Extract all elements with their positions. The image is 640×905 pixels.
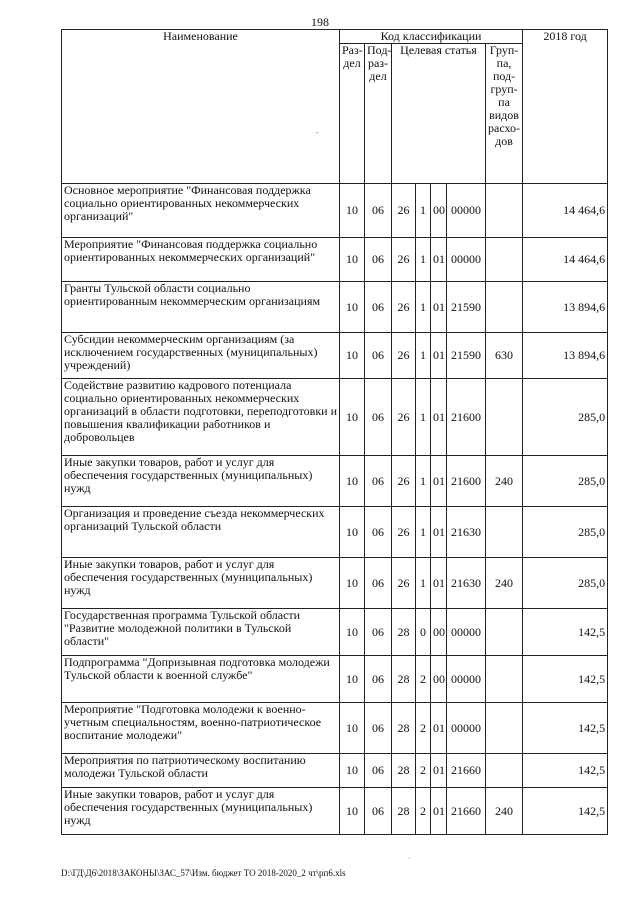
target-subprogram-cell: 1 — [416, 507, 431, 558]
expense-group-cell: 240 — [486, 456, 523, 507]
target-subprogram-cell: 2 — [416, 788, 431, 835]
row-name: Мероприятие "Финансовая поддержка социально ориентированных некоммерческих организаций" — [62, 238, 340, 282]
amount-cell: 142,5 — [523, 703, 608, 754]
target-direction-cell: 00000 — [447, 609, 486, 656]
row-name: Мероприятие "Подготовка молодежи к военно-учетным специальностям, военно-патриотическое воспитание молодежи" — [62, 703, 340, 754]
target-program-cell: 26 — [392, 558, 416, 609]
podrazdel-cell: 06 — [365, 507, 392, 558]
amount-cell: 142,5 — [523, 754, 608, 788]
target-program-cell: 28 — [392, 754, 416, 788]
podrazdel-cell: 06 — [365, 703, 392, 754]
target-program-cell: 28 — [392, 788, 416, 835]
expense-group-cell — [486, 379, 523, 456]
table-row — [62, 656, 608, 703]
amount-cell: 13 894,6 — [523, 282, 608, 333]
razdel-cell: 10 — [340, 238, 365, 282]
target-program-cell: 28 — [392, 703, 416, 754]
expense-group-cell: 630 — [486, 333, 523, 379]
target-event-cell: 01 — [431, 558, 447, 609]
target-subprogram-cell: 0 — [416, 609, 431, 656]
expense-group-cell — [486, 656, 523, 703]
amount-cell: 142,5 — [523, 788, 608, 835]
row-name: Подпрограмма "Допризывная подготовка молодежи Тульской области к военной службе" — [62, 656, 340, 703]
podrazdel-cell: 06 — [365, 379, 392, 456]
target-program-cell: 26 — [392, 507, 416, 558]
expense-group-cell — [486, 282, 523, 333]
target-event-cell: 01 — [431, 333, 447, 379]
expense-group-cell: 240 — [486, 558, 523, 609]
column-header-podrazdel: Под-раз-дел — [365, 44, 392, 184]
razdel-cell: 10 — [340, 656, 365, 703]
table-row — [62, 333, 608, 379]
razdel-cell: 10 — [340, 609, 365, 656]
expense-group-cell — [486, 184, 523, 238]
razdel-cell: 10 — [340, 558, 365, 609]
column-header-group: Груп-па, под-груп-па видов расхо-дов — [486, 44, 523, 184]
target-subprogram-cell: 1 — [416, 456, 431, 507]
target-event-cell: 00 — [431, 184, 447, 238]
target-subprogram-cell: 1 — [416, 238, 431, 282]
target-event-cell: 00 — [431, 609, 447, 656]
razdel-cell: 10 — [340, 379, 365, 456]
amount-cell: 14 464,6 — [523, 184, 608, 238]
budget-table — [61, 29, 608, 835]
target-program-cell: 26 — [392, 184, 416, 238]
amount-cell: 285,0 — [523, 456, 608, 507]
target-program-cell: 28 — [392, 656, 416, 703]
razdel-cell: 10 — [340, 507, 365, 558]
podrazdel-cell: 06 — [365, 609, 392, 656]
target-direction-cell: 21660 — [447, 754, 486, 788]
target-event-cell: 01 — [431, 456, 447, 507]
target-event-cell: 01 — [431, 282, 447, 333]
podrazdel-cell: 06 — [365, 282, 392, 333]
amount-cell: 142,5 — [523, 609, 608, 656]
podrazdel-cell: 06 — [365, 184, 392, 238]
amount-cell: 13 894,6 — [523, 333, 608, 379]
amount-cell: 285,0 — [523, 379, 608, 456]
target-event-cell: 01 — [431, 788, 447, 835]
column-header-classification: Код классификации — [340, 30, 523, 44]
target-direction-cell: 21630 — [447, 507, 486, 558]
table-row — [62, 282, 608, 333]
table-row — [62, 238, 608, 282]
expense-group-cell — [486, 238, 523, 282]
target-direction-cell: 00000 — [447, 238, 486, 282]
podrazdel-cell: 06 — [365, 558, 392, 609]
table-row — [62, 703, 608, 754]
row-name: Иные закупки товаров, работ и услуг для обеспечения государственных (муниципальных) нужд — [62, 558, 340, 609]
target-subprogram-cell: 1 — [416, 379, 431, 456]
target-subprogram-cell: 1 — [416, 333, 431, 379]
expense-group-cell — [486, 507, 523, 558]
column-header-target: Целевая статья — [392, 44, 486, 184]
target-subprogram-cell: 2 — [416, 656, 431, 703]
podrazdel-cell: 06 — [365, 754, 392, 788]
razdel-cell: 10 — [340, 754, 365, 788]
target-event-cell: 01 — [431, 238, 447, 282]
table-row — [62, 507, 608, 558]
razdel-cell: 10 — [340, 184, 365, 238]
row-name: Основное мероприятие "Финансовая поддержка социально ориентированных некоммерческих организаций" — [62, 184, 340, 238]
expense-group-cell: 240 — [486, 788, 523, 835]
razdel-cell: 10 — [340, 333, 365, 379]
target-subprogram-cell: 1 — [416, 184, 431, 238]
target-direction-cell: 00000 — [447, 184, 486, 238]
page-number: 198 — [311, 15, 329, 29]
row-name: Субсидии некоммерческим организациям (за исключением государственных (муниципальных) учреждений) — [62, 333, 340, 379]
target-direction-cell: 21590 — [447, 333, 486, 379]
column-header-razdel: Раз-дел — [340, 44, 365, 184]
table-row — [62, 788, 608, 835]
target-program-cell: 26 — [392, 282, 416, 333]
table-row — [62, 379, 608, 456]
row-name: Содействие развитию кадрового потенциала социально ориентированных некоммерческих организаций в области подготовки, переподготовки и повышения квалификации работников и добровольцев — [62, 379, 340, 456]
target-event-cell: 01 — [431, 754, 447, 788]
target-subprogram-cell: 2 — [416, 754, 431, 788]
target-program-cell: 26 — [392, 379, 416, 456]
target-program-cell: 26 — [392, 238, 416, 282]
target-direction-cell: 21600 — [447, 379, 486, 456]
podrazdel-cell: 06 — [365, 333, 392, 379]
razdel-cell: 10 — [340, 282, 365, 333]
column-header-name: Наименование — [62, 30, 340, 184]
podrazdel-cell: 06 — [365, 456, 392, 507]
scan-mark: · — [408, 854, 411, 863]
amount-cell: 285,0 — [523, 558, 608, 609]
expense-group-cell — [486, 754, 523, 788]
table-row — [62, 558, 608, 609]
target-direction-cell: 21590 — [447, 282, 486, 333]
row-name: Государственная программа Тульской области "Развитие молодежной политики в Тульской области" — [62, 609, 340, 656]
target-program-cell: 26 — [392, 456, 416, 507]
row-name: Гранты Тульской области социально ориентированным некоммерческим организациям — [62, 282, 340, 333]
target-program-cell: 26 — [392, 333, 416, 379]
expense-group-cell — [486, 703, 523, 754]
column-header-year: 2018 год — [523, 30, 608, 184]
razdel-cell: 10 — [340, 788, 365, 835]
table-row — [62, 754, 608, 788]
target-direction-cell: 00000 — [447, 656, 486, 703]
row-name: Мероприятия по патриотическому воспитанию молодежи Тульской области — [62, 754, 340, 788]
podrazdel-cell: 06 — [365, 788, 392, 835]
target-direction-cell: 00000 — [447, 703, 486, 754]
razdel-cell: 10 — [340, 456, 365, 507]
target-direction-cell: 21600 — [447, 456, 486, 507]
row-name: Организация и проведение съезда некоммерческих организаций Тульской области — [62, 507, 340, 558]
target-event-cell: 01 — [431, 379, 447, 456]
file-path-footer: D:\ГД\Д6\2018\ЗАКОНЫ\ЗАС_57\Изм. бюджет ТО 2018-2020_2 чт\рп6.xls — [61, 868, 346, 878]
podrazdel-cell: 06 — [365, 656, 392, 703]
target-subprogram-cell: 1 — [416, 558, 431, 609]
target-event-cell: 00 — [431, 656, 447, 703]
target-event-cell: 01 — [431, 507, 447, 558]
razdel-cell: 10 — [340, 703, 365, 754]
expense-group-cell — [486, 609, 523, 656]
table-row — [62, 184, 608, 238]
target-program-cell: 28 — [392, 609, 416, 656]
amount-cell: 142,5 — [523, 656, 608, 703]
amount-cell: 14 464,6 — [523, 238, 608, 282]
podrazdel-cell: 06 — [365, 238, 392, 282]
row-name: Иные закупки товаров, работ и услуг для обеспечения государственных (муниципальных) нужд — [62, 456, 340, 507]
target-event-cell: 01 — [431, 703, 447, 754]
target-subprogram-cell: 1 — [416, 282, 431, 333]
target-direction-cell: 21660 — [447, 788, 486, 835]
table-row — [62, 609, 608, 656]
target-direction-cell: 21630 — [447, 558, 486, 609]
target-subprogram-cell: 2 — [416, 703, 431, 754]
table-row — [62, 456, 608, 507]
amount-cell: 285,0 — [523, 507, 608, 558]
row-name: Иные закупки товаров, работ и услуг для обеспечения государственных (муниципальных) нужд — [62, 788, 340, 835]
scan-mark: - — [316, 128, 319, 137]
